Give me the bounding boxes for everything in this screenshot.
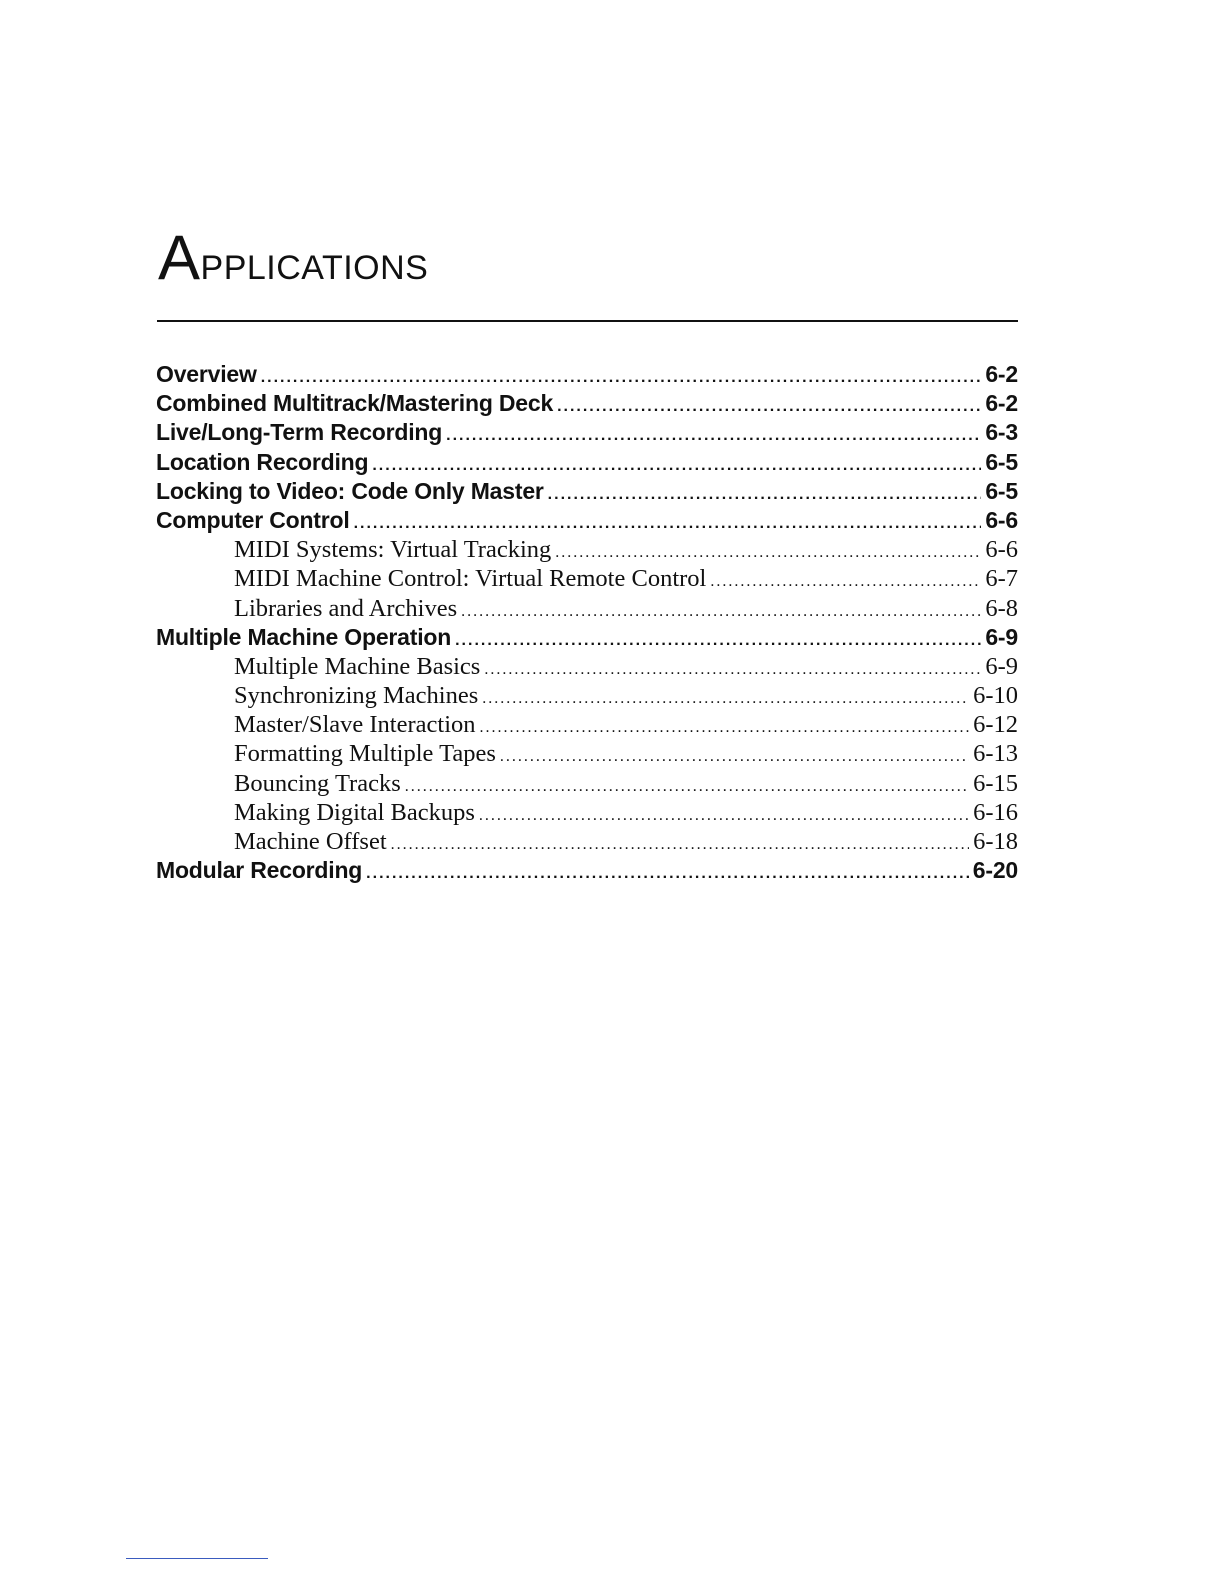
toc-entry[interactable] bbox=[156, 624, 1018, 653]
toc-entry[interactable] bbox=[156, 478, 1018, 507]
toc-entry[interactable] bbox=[156, 390, 1018, 419]
toc-entry[interactable] bbox=[156, 419, 1018, 448]
toc-entry-title: Synchronizing Machines bbox=[234, 682, 479, 710]
dot-leader bbox=[372, 457, 981, 475]
dot-leader bbox=[455, 632, 981, 650]
toc-entry-page: 6-3 bbox=[985, 419, 1018, 446]
toc-entry-page: 6-13 bbox=[973, 740, 1018, 768]
dot-leader bbox=[391, 836, 969, 854]
toc-entry-title: Location Recording bbox=[156, 448, 369, 475]
toc-entry-title: Combined Multitrack/Mastering Deck bbox=[156, 390, 554, 417]
toc-entry-page: 6-10 bbox=[973, 682, 1018, 710]
toc-entry-page: 6-8 bbox=[985, 594, 1018, 622]
toc-entry-page: 6-6 bbox=[985, 536, 1018, 564]
toc-entry-page: 6-2 bbox=[985, 361, 1018, 387]
dot-leader bbox=[461, 603, 981, 621]
toc-entry[interactable] bbox=[156, 536, 1018, 565]
toc-entry-title: Multiple Machine Operation bbox=[156, 623, 452, 650]
dot-leader bbox=[480, 719, 970, 737]
toc-entry-page: 6-6 bbox=[985, 506, 1018, 533]
toc-entry[interactable] bbox=[156, 857, 1018, 886]
toc-entry-title: MIDI Machine Control: Virtual Remote Control bbox=[234, 565, 707, 593]
dot-leader bbox=[261, 369, 982, 387]
dot-leader bbox=[366, 865, 969, 883]
dot-leader bbox=[555, 544, 981, 562]
page-title bbox=[158, 222, 428, 299]
toc-entry-title: MIDI Systems: Virtual Tracking bbox=[234, 536, 552, 564]
toc-entry-title: Computer Control bbox=[156, 506, 350, 533]
toc-entry[interactable] bbox=[156, 449, 1018, 478]
toc-entry-title: Machine Offset bbox=[234, 828, 387, 855]
page-title-rest: pplications bbox=[200, 236, 429, 290]
dot-leader bbox=[710, 573, 981, 591]
toc-entry[interactable] bbox=[156, 828, 1018, 857]
toc-entry[interactable] bbox=[156, 682, 1018, 711]
page-title-initial: A bbox=[158, 223, 201, 293]
dot-leader bbox=[354, 515, 982, 533]
toc-entry-title: Master/Slave Interaction bbox=[234, 711, 476, 739]
title-divider bbox=[157, 320, 1018, 322]
dot-leader bbox=[405, 778, 969, 796]
dot-leader bbox=[548, 486, 982, 504]
toc-entry-title: Modular Recording bbox=[156, 857, 363, 884]
toc-entry-title: Making Digital Backups bbox=[234, 798, 475, 826]
toc-entry[interactable] bbox=[156, 740, 1018, 769]
toc-entry-page: 6-20 bbox=[972, 857, 1018, 884]
toc-entry-page: 6-9 bbox=[985, 623, 1018, 650]
toc-entry-page: 6-15 bbox=[973, 769, 1018, 797]
toc-entry[interactable] bbox=[156, 565, 1018, 594]
footer-divider bbox=[126, 1558, 268, 1559]
toc-entry-page: 6-5 bbox=[985, 448, 1018, 475]
toc-entry-page: 6-5 bbox=[985, 477, 1018, 504]
toc-entry-title: Overview bbox=[156, 361, 257, 387]
toc-entry[interactable] bbox=[156, 361, 1018, 390]
toc-entry[interactable] bbox=[156, 799, 1018, 828]
toc-entry[interactable] bbox=[156, 653, 1018, 682]
dot-leader bbox=[479, 807, 969, 825]
toc-entry-title: Bouncing Tracks bbox=[234, 769, 401, 797]
toc-entry-page: 6-7 bbox=[985, 565, 1018, 593]
toc-entry[interactable] bbox=[156, 595, 1018, 624]
toc-entry-title: Libraries and Archives bbox=[234, 594, 458, 622]
table-of-contents bbox=[156, 361, 1018, 886]
toc-entry[interactable] bbox=[156, 711, 1018, 740]
toc-entry[interactable] bbox=[156, 507, 1018, 536]
toc-entry-page: 6-2 bbox=[985, 390, 1018, 417]
toc-entry-title: Live/Long-Term Recording bbox=[156, 419, 443, 446]
toc-entry[interactable] bbox=[156, 770, 1018, 799]
toc-entry-title: Multiple Machine Basics bbox=[234, 652, 481, 680]
toc-entry-page: 6-16 bbox=[973, 798, 1018, 826]
toc-entry-page: 6-9 bbox=[985, 652, 1018, 680]
toc-entry-page: 6-18 bbox=[973, 828, 1018, 855]
dot-leader bbox=[557, 398, 981, 416]
dot-leader bbox=[482, 690, 969, 708]
dot-leader bbox=[446, 427, 981, 445]
dot-leader bbox=[500, 748, 969, 766]
toc-entry-page: 6-12 bbox=[973, 711, 1018, 739]
dot-leader bbox=[484, 661, 981, 679]
toc-entry-title: Locking to Video: Code Only Master bbox=[156, 477, 544, 504]
toc-entry-title: Formatting Multiple Tapes bbox=[234, 740, 496, 768]
